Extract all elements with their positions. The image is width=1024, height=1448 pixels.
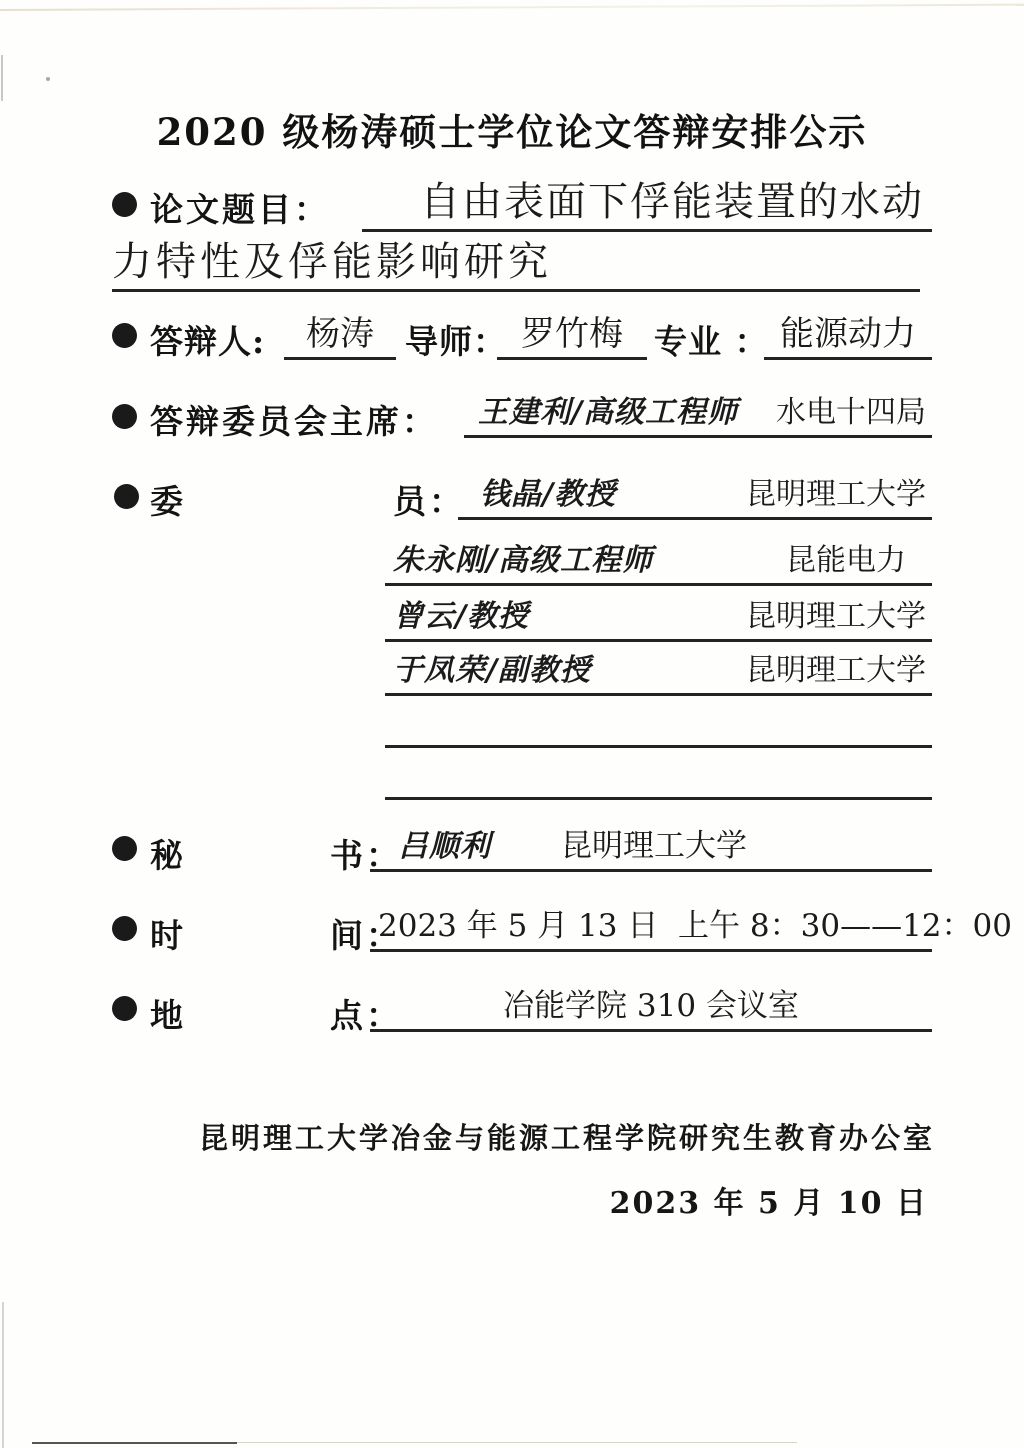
- scan-artifact-bottom-edge-faint: [237, 1442, 797, 1443]
- footer-office-name: 昆明理工大学冶金与能源工程学院研究生教育办公室: [198, 1121, 935, 1155]
- committee-member-field: [458, 472, 932, 520]
- member-name: 朱永刚/高级工程师: [393, 543, 653, 578]
- secretary-name: 吕顺利: [398, 829, 491, 864]
- defender-label: 答辩人:: [150, 322, 266, 361]
- member-org: 昆明理工大学: [746, 599, 926, 634]
- secretary-row: [112, 824, 932, 874]
- chair-label: 答辩委员会主席：: [150, 402, 438, 441]
- committee-label-right: 员：: [393, 482, 465, 521]
- thesis-title-label: 论文题目：: [150, 190, 330, 229]
- time-row: [112, 904, 1012, 955]
- member-name: 于凤荣/副教授: [393, 653, 591, 688]
- committee-member-field: [385, 650, 932, 696]
- scan-artifact-top-edge: [0, 3, 1024, 10]
- bullet-icon: [112, 404, 137, 429]
- chair-row: [112, 392, 932, 440]
- defender-name: 杨涛: [306, 314, 374, 354]
- committee-row-1: [112, 472, 932, 522]
- secretary-org: 昆明理工大学: [561, 828, 747, 864]
- committee-member-field: [385, 540, 932, 586]
- place-label-left: 地: [150, 996, 186, 1035]
- time-field: [370, 904, 1012, 952]
- committee-row-2: [112, 540, 932, 588]
- major-field: [764, 310, 932, 360]
- footer-date: 2023 年 5 月 10 日: [609, 1186, 928, 1221]
- place-value: 冶能学院 310 会议室: [503, 988, 799, 1024]
- committee-row-5-empty: [112, 704, 932, 750]
- secretary-field: [370, 824, 932, 872]
- thesis-title-row: [112, 170, 932, 234]
- major-value: 能源动力: [780, 314, 916, 354]
- bullet-icon: [112, 323, 137, 348]
- committee-member-field: [385, 596, 932, 642]
- advisor-name: 罗竹梅: [521, 314, 623, 354]
- secretary-label-left: 秘: [150, 836, 186, 875]
- committee-row-6-empty: [112, 756, 932, 802]
- committee-row-4: [112, 650, 932, 698]
- thesis-title-field-line2: [112, 238, 920, 292]
- place-row: [112, 984, 932, 1034]
- scan-artifact-left-edge-bottom: [2, 1302, 4, 1448]
- thesis-title-line1: 自由表面下俘能装置的水动: [420, 179, 924, 225]
- committee-member-field-empty: [385, 704, 932, 748]
- bullet-icon: [112, 916, 137, 941]
- chair-field: [464, 392, 932, 438]
- time-value: 2023 年 5 月 13 日 上午 8：30——12：00: [378, 908, 1012, 944]
- place-field: [370, 984, 932, 1032]
- major-label: 专业 ：: [654, 322, 769, 361]
- scan-artifact-dot: [46, 77, 50, 81]
- committee-row-3: [112, 596, 932, 644]
- chair-name: 王建利/高级工程师: [478, 395, 738, 430]
- time-label-left: 时: [150, 916, 186, 955]
- member-name: 曾云/教授: [393, 599, 529, 634]
- page-title: 2020 级杨涛硕士学位论文答辩安排公示: [156, 110, 868, 154]
- advisor-label: 导师：: [405, 322, 507, 361]
- member-org: 昆明理工大学: [746, 653, 926, 688]
- committee-member-field-empty: [385, 756, 932, 800]
- bullet-icon: [112, 996, 137, 1021]
- secretary-label-right: 书：: [330, 836, 402, 875]
- member-org: 昆能电力: [786, 543, 906, 578]
- advisor-name-field: [497, 310, 647, 360]
- bullet-icon: [114, 484, 139, 509]
- chair-org: 水电十四局: [776, 395, 926, 430]
- defender-row: [112, 310, 932, 362]
- time-label-right: 间：: [330, 916, 402, 955]
- thesis-title-line2: 力特性及俘能影响研究: [112, 239, 552, 285]
- thesis-title-field: [362, 170, 932, 232]
- committee-label-left: 委: [150, 482, 186, 521]
- member-name: 钱晶/教授: [480, 477, 616, 512]
- bullet-icon: [112, 192, 137, 217]
- place-label-right: 点：: [330, 996, 402, 1035]
- defender-name-field: [284, 310, 396, 360]
- scan-artifact-left-edge: [1, 55, 3, 101]
- member-org: 昆明理工大学: [746, 477, 926, 512]
- bullet-icon: [112, 836, 137, 861]
- scan-artifact-bottom-edge: [32, 1442, 237, 1445]
